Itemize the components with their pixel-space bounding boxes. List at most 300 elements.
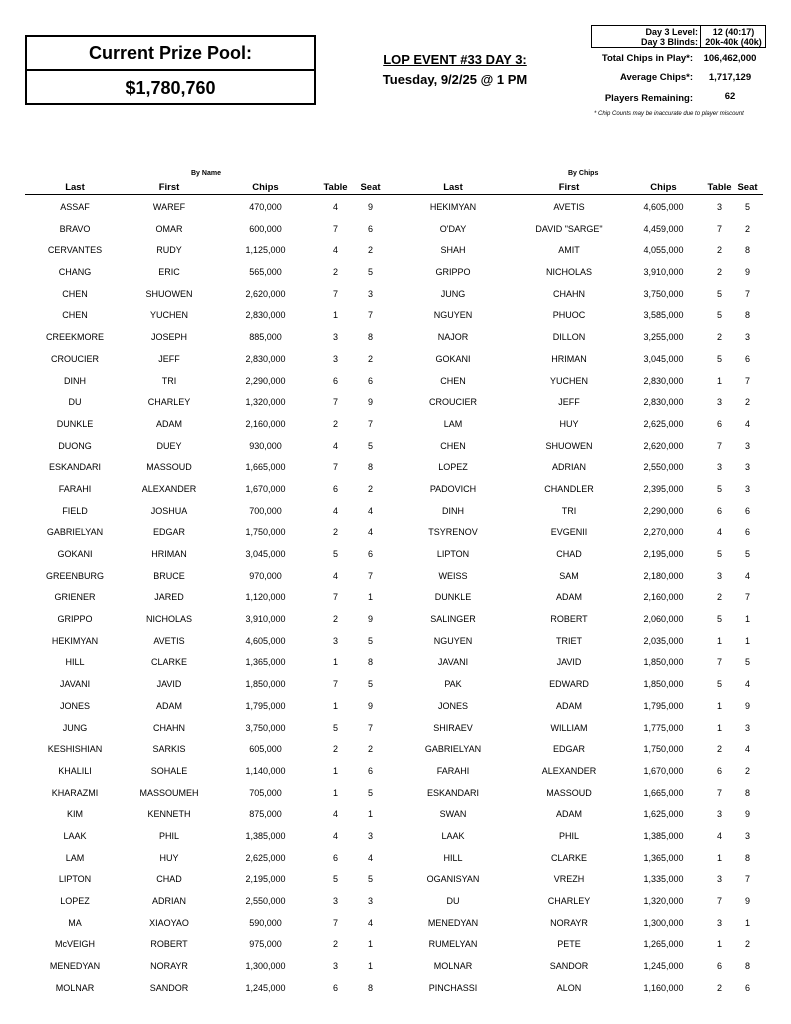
by-chips-last-name-cell: FARAHI bbox=[436, 765, 470, 776]
by-chips-table-number-cell: 5 bbox=[716, 549, 722, 559]
by-chips-table-number-cell: 1 bbox=[716, 635, 722, 646]
level-box bbox=[591, 25, 766, 48]
table-row bbox=[25, 869, 763, 891]
by-chips-first-name-cell: DILLON bbox=[552, 332, 586, 343]
by-chips-chips-cell: 1,665,000 bbox=[643, 787, 684, 798]
by-name-chips-cell: 2,625,000 bbox=[245, 852, 286, 863]
by-name-first-name-cell: ERIC bbox=[158, 267, 180, 278]
event-date: Tuesday, 9/2/25 @ 1 PM bbox=[382, 72, 528, 87]
by-chips-chips-cell: 1,670,000 bbox=[643, 765, 684, 776]
by-name-seat-number-cell: 4 bbox=[367, 852, 373, 863]
by-chips-last-name-cell: LOPEZ bbox=[438, 462, 468, 473]
by-name-chips-cell: 470,000 bbox=[249, 202, 282, 212]
header-seat: Seat bbox=[360, 182, 381, 193]
by-chips-table-number-cell: 3 bbox=[716, 917, 722, 928]
by-chips-last-name-cell: CROUCIER bbox=[428, 397, 477, 408]
by-chips-seat-number-cell: 9 bbox=[744, 700, 750, 711]
by-chips-first-name-cell: AMIT bbox=[558, 245, 580, 256]
by-name-seat-number-cell: 7 bbox=[367, 570, 373, 581]
by-name-seat-number-cell: 9 bbox=[367, 397, 373, 408]
by-name-last-name-cell: DUNKLE bbox=[56, 418, 94, 429]
by-chips-seat-number-cell: 8 bbox=[744, 245, 750, 256]
by-chips-seat-number-cell: 6 bbox=[744, 982, 750, 993]
by-name-last-name-cell: CREEKMORE bbox=[45, 332, 104, 343]
prize-pool-box bbox=[25, 35, 316, 105]
event-header bbox=[360, 50, 550, 90]
table-row bbox=[25, 761, 763, 783]
by-name-seat-number-cell: 5 bbox=[367, 635, 373, 646]
by-name-table-number-cell: 5 bbox=[332, 722, 338, 733]
by-name-last-name-cell: KHALILI bbox=[58, 765, 92, 776]
by-chips-seat-number-cell: 7 bbox=[744, 375, 750, 386]
by-name-last-name-cell: GABRIELYAN bbox=[46, 527, 104, 538]
by-chips-table-number-cell: 5 bbox=[716, 679, 722, 690]
by-chips-table-number-cell: 7 bbox=[716, 657, 722, 668]
by-chips-last-name-cell: DUNKLE bbox=[434, 592, 472, 603]
by-name-table-number-cell: 1 bbox=[332, 657, 338, 668]
by-name-first-name-cell: CLARKE bbox=[150, 657, 187, 668]
by-name-first-name-cell: SANDOR bbox=[149, 982, 189, 993]
by-name-last-name-cell: CHEN bbox=[62, 288, 88, 299]
by-name-chips-cell: 885,000 bbox=[249, 332, 282, 343]
by-name-last-name-cell: MOLNAR bbox=[55, 982, 95, 993]
by-name-first-name-cell: MASSOUMEH bbox=[139, 787, 199, 798]
table-row bbox=[25, 522, 763, 544]
header-chips: Chips bbox=[650, 182, 677, 193]
by-name-last-name-cell: DU bbox=[68, 397, 82, 408]
by-name-table-number-cell: 4 bbox=[332, 440, 338, 451]
by-name-last-name-cell: JAVANI bbox=[59, 679, 91, 690]
by-chips-chips-cell: 1,625,000 bbox=[643, 809, 684, 820]
by-chips-first-name-cell: ADAM bbox=[555, 592, 582, 603]
by-chips-table-number-cell: 6 bbox=[716, 505, 722, 516]
by-chips-table-number-cell: 1 bbox=[716, 939, 722, 950]
by-chips-chips-cell: 1,365,000 bbox=[643, 852, 684, 863]
by-name-first-name-cell: SHUOWEN bbox=[145, 288, 193, 299]
by-name-chips-cell: 1,245,000 bbox=[245, 982, 286, 993]
by-chips-table-number-cell: 2 bbox=[716, 332, 722, 343]
by-chips-first-name-cell: PHUOC bbox=[552, 310, 586, 321]
by-name-first-name-cell: DUEY bbox=[156, 440, 182, 451]
by-chips-seat-number-cell: 3 bbox=[744, 483, 750, 494]
by-name-first-name-cell: SOHALE bbox=[150, 765, 188, 776]
prize-pool-amount: $1,780,760 bbox=[125, 78, 216, 98]
by-name-chips-cell: 3,910,000 bbox=[245, 614, 286, 625]
table-row bbox=[25, 566, 763, 588]
by-name-table-number-cell: 7 bbox=[332, 223, 338, 234]
by-chips-last-name-cell: PAK bbox=[444, 679, 462, 690]
by-name-seat-number-cell: 3 bbox=[367, 288, 373, 299]
by-name-last-name-cell: CHEN bbox=[62, 310, 88, 321]
by-chips-seat-number-cell: 2 bbox=[744, 397, 750, 408]
by-name-table-number-cell: 4 bbox=[332, 202, 338, 212]
by-name-seat-number-cell: 4 bbox=[367, 527, 373, 538]
by-name-seat-number-cell: 2 bbox=[367, 245, 373, 256]
by-chips-table-number-cell: 6 bbox=[716, 961, 722, 972]
by-name-chips-cell: 2,290,000 bbox=[245, 375, 286, 386]
by-chips-seat-number-cell: 4 bbox=[744, 418, 750, 429]
by-name-first-name-cell: NORAYR bbox=[150, 961, 188, 972]
by-chips-table-number-cell: 1 bbox=[716, 375, 722, 386]
by-chips-first-name-cell: EDWARD bbox=[549, 679, 589, 690]
by-chips-table-number-cell: 7 bbox=[716, 223, 722, 234]
by-chips-seat-number-cell: 6 bbox=[744, 505, 750, 516]
by-name-seat-number-cell: 6 bbox=[367, 375, 373, 386]
by-chips-table-number-cell: 3 bbox=[716, 202, 722, 212]
by-chips-seat-number-cell: 6 bbox=[744, 527, 750, 538]
by-name-first-name-cell: ADAM bbox=[155, 700, 182, 711]
by-chips-last-name-cell: RUMELYAN bbox=[428, 939, 478, 950]
by-name-first-name-cell: TRI bbox=[161, 375, 177, 386]
by-name-last-name-cell: LOPEZ bbox=[60, 896, 90, 906]
by-chips-first-name-cell: CHARLEY bbox=[547, 896, 591, 906]
table-row bbox=[25, 197, 763, 219]
by-chips-last-name-cell: DU bbox=[446, 896, 460, 906]
by-chips-table-number-cell: 7 bbox=[716, 787, 722, 798]
by-chips-last-name-cell: WEISS bbox=[438, 570, 468, 581]
by-chips-seat-number-cell: 4 bbox=[744, 744, 750, 755]
by-name-chips-cell: 3,750,000 bbox=[245, 722, 286, 733]
by-name-last-name-cell: LAM bbox=[65, 852, 85, 863]
by-name-table-number-cell: 4 bbox=[332, 245, 338, 256]
table-row bbox=[25, 913, 763, 935]
by-chips-table-number-cell: 4 bbox=[716, 830, 722, 841]
by-name-first-name-cell: SARKIS bbox=[152, 744, 186, 755]
by-name-last-name-cell: BRAVO bbox=[59, 223, 91, 234]
by-name-last-name-cell: ESKANDARI bbox=[48, 462, 101, 473]
by-name-table-number-cell: 4 bbox=[332, 570, 338, 581]
by-chips-caption: By Chips bbox=[568, 170, 599, 177]
by-chips-first-name-cell: CLARKE bbox=[550, 852, 587, 863]
by-chips-seat-number-cell: 3 bbox=[744, 462, 750, 473]
by-chips-last-name-cell: MOLNAR bbox=[433, 961, 473, 972]
total-chips-value: 106,462,000 bbox=[703, 53, 757, 64]
by-chips-seat-number-cell: 8 bbox=[744, 310, 750, 321]
by-chips-chips-cell: 3,585,000 bbox=[643, 310, 684, 321]
by-chips-last-name-cell: ESKANDARI bbox=[426, 787, 479, 798]
by-chips-chips-cell: 2,395,000 bbox=[643, 483, 684, 494]
table-row bbox=[25, 436, 763, 458]
by-chips-table-number-cell: 2 bbox=[716, 267, 722, 278]
by-name-chips-cell: 1,385,000 bbox=[245, 830, 286, 841]
table-row bbox=[25, 978, 763, 1000]
table-row bbox=[25, 826, 763, 848]
by-chips-chips-cell: 2,060,000 bbox=[643, 614, 684, 625]
by-chips-table-number-cell: 3 bbox=[716, 462, 722, 473]
by-name-chips-cell: 1,795,000 bbox=[245, 700, 286, 711]
by-name-table-number-cell: 5 bbox=[332, 549, 338, 559]
by-name-seat-number-cell: 4 bbox=[367, 917, 373, 928]
by-name-chips-cell: 1,670,000 bbox=[245, 483, 286, 494]
by-chips-last-name-cell: NGUYEN bbox=[433, 635, 473, 646]
by-name-seat-number-cell: 9 bbox=[367, 202, 373, 212]
by-name-seat-number-cell: 1 bbox=[367, 939, 373, 950]
by-chips-last-name-cell: SWAN bbox=[439, 809, 467, 820]
by-name-chips-cell: 875,000 bbox=[249, 809, 282, 820]
by-chips-first-name-cell: ALON bbox=[556, 982, 582, 993]
by-name-table-number-cell: 4 bbox=[332, 809, 338, 820]
by-name-chips-cell: 3,045,000 bbox=[245, 549, 286, 559]
by-name-table-number-cell: 2 bbox=[332, 744, 338, 755]
by-name-table-number-cell: 2 bbox=[332, 939, 338, 950]
by-chips-first-name-cell: CHAD bbox=[556, 549, 582, 559]
by-name-chips-cell: 2,830,000 bbox=[245, 310, 286, 321]
by-chips-table-number-cell: 2 bbox=[716, 744, 722, 755]
blinds-label: Day 3 Blinds: bbox=[640, 37, 698, 47]
table-header bbox=[25, 181, 763, 195]
header-first: First bbox=[158, 182, 180, 193]
by-name-seat-number-cell: 8 bbox=[367, 462, 373, 473]
by-chips-last-name-cell: HEKIMYAN bbox=[429, 202, 477, 212]
by-name-last-name-cell: LAAK bbox=[63, 830, 87, 841]
by-chips-chips-cell: 3,750,000 bbox=[643, 288, 684, 299]
level-value: 12 (40:17) bbox=[712, 26, 755, 37]
by-chips-table-number-cell: 3 bbox=[716, 570, 722, 581]
by-chips-chips-cell: 2,270,000 bbox=[643, 527, 684, 538]
by-name-last-name-cell: ASSAF bbox=[60, 202, 90, 212]
by-chips-first-name-cell: HUY bbox=[559, 418, 579, 429]
header-seat: Seat bbox=[737, 182, 758, 193]
by-name-table-number-cell: 7 bbox=[332, 462, 338, 473]
by-name-chips-cell: 975,000 bbox=[249, 939, 282, 950]
by-name-last-name-cell: KHARAZMI bbox=[51, 787, 99, 798]
by-chips-seat-number-cell: 5 bbox=[744, 657, 750, 668]
by-name-chips-cell: 2,195,000 bbox=[245, 874, 286, 885]
table-row bbox=[25, 305, 763, 327]
by-chips-seat-number-cell: 3 bbox=[744, 332, 750, 343]
by-name-table-number-cell: 3 bbox=[332, 896, 338, 906]
by-name-last-name-cell: KIM bbox=[66, 809, 83, 820]
by-chips-chips-cell: 2,035,000 bbox=[643, 635, 684, 646]
by-name-last-name-cell: MA bbox=[68, 917, 82, 928]
by-name-seat-number-cell: 3 bbox=[367, 830, 373, 841]
by-name-seat-number-cell: 9 bbox=[367, 700, 373, 711]
by-name-seat-number-cell: 3 bbox=[367, 896, 373, 906]
by-name-last-name-cell: DINH bbox=[64, 375, 86, 386]
by-name-chips-cell: 590,000 bbox=[249, 917, 282, 928]
table-row bbox=[25, 262, 763, 284]
by-chips-last-name-cell: SALINGER bbox=[430, 614, 476, 625]
by-name-table-number-cell: 4 bbox=[332, 830, 338, 841]
by-name-last-name-cell: LIPTON bbox=[58, 874, 92, 885]
by-name-table-number-cell: 7 bbox=[332, 679, 338, 690]
by-chips-first-name-cell: NICHOLAS bbox=[545, 267, 592, 278]
by-chips-first-name-cell: HRIMAN bbox=[551, 353, 587, 364]
by-chips-chips-cell: 1,850,000 bbox=[643, 679, 684, 690]
by-name-chips-cell: 970,000 bbox=[249, 570, 282, 581]
header-first: First bbox=[558, 182, 580, 193]
by-chips-table-number-cell: 6 bbox=[716, 765, 722, 776]
by-name-chips-cell: 1,120,000 bbox=[245, 592, 286, 603]
by-chips-first-name-cell: ADAM bbox=[555, 700, 582, 711]
table-row bbox=[25, 349, 763, 371]
by-chips-first-name-cell: PHIL bbox=[558, 830, 579, 841]
by-name-table-number-cell: 1 bbox=[332, 310, 338, 321]
by-name-chips-cell: 2,160,000 bbox=[245, 418, 286, 429]
by-chips-table-number-cell: 6 bbox=[716, 418, 722, 429]
by-chips-first-name-cell: EVGENII bbox=[550, 527, 588, 538]
by-name-first-name-cell: RUDY bbox=[156, 245, 182, 256]
table-row bbox=[25, 479, 763, 501]
by-name-seat-number-cell: 7 bbox=[367, 310, 373, 321]
by-name-chips-cell: 1,665,000 bbox=[245, 462, 286, 473]
by-name-seat-number-cell: 6 bbox=[367, 223, 373, 234]
by-name-table-number-cell: 7 bbox=[332, 397, 338, 408]
by-name-first-name-cell: YUCHEN bbox=[149, 310, 188, 321]
table-row bbox=[25, 587, 763, 609]
by-name-chips-cell: 600,000 bbox=[249, 223, 282, 234]
by-chips-first-name-cell: DAVID "SARGE" bbox=[535, 223, 603, 234]
by-chips-table-number-cell: 5 bbox=[716, 614, 722, 625]
table-row bbox=[25, 696, 763, 718]
by-name-first-name-cell: HRIMAN bbox=[151, 549, 187, 559]
by-name-first-name-cell: PHIL bbox=[158, 830, 179, 841]
by-name-chips-cell: 4,605,000 bbox=[245, 635, 286, 646]
by-name-last-name-cell: MENEDYAN bbox=[49, 961, 101, 972]
table-row bbox=[25, 804, 763, 826]
by-chips-first-name-cell: VREZH bbox=[553, 874, 585, 885]
by-chips-table-number-cell: 2 bbox=[716, 592, 722, 603]
by-chips-table-number-cell: 3 bbox=[716, 809, 722, 820]
level-label: Day 3 Level: bbox=[645, 26, 698, 37]
by-chips-last-name-cell: OGANISYAN bbox=[426, 874, 480, 885]
header-last: Last bbox=[65, 182, 85, 193]
by-chips-chips-cell: 1,795,000 bbox=[643, 700, 684, 711]
by-chips-table-number-cell: 5 bbox=[716, 310, 722, 321]
by-chips-chips-cell: 1,335,000 bbox=[643, 874, 684, 885]
by-chips-first-name-cell: ADAM bbox=[555, 809, 582, 820]
by-chips-seat-number-cell: 3 bbox=[744, 722, 750, 733]
by-chips-first-name-cell: SAM bbox=[559, 570, 579, 581]
by-chips-seat-number-cell: 7 bbox=[744, 874, 750, 885]
by-chips-first-name-cell: YUCHEN bbox=[549, 375, 588, 386]
by-name-last-name-cell: GREENBURG bbox=[45, 570, 104, 581]
by-chips-table-number-cell: 1 bbox=[716, 722, 722, 733]
by-name-table-number-cell: 7 bbox=[332, 917, 338, 928]
by-name-seat-number-cell: 2 bbox=[367, 483, 373, 494]
by-name-seat-number-cell: 5 bbox=[367, 440, 373, 451]
by-chips-table-number-cell: 5 bbox=[716, 353, 722, 364]
by-name-last-name-cell: KESHISHIAN bbox=[47, 744, 103, 755]
table-row bbox=[25, 371, 763, 393]
by-chips-chips-cell: 1,850,000 bbox=[643, 657, 684, 668]
table-row bbox=[25, 718, 763, 740]
table-row bbox=[25, 783, 763, 805]
by-chips-last-name-cell: CHEN bbox=[440, 440, 466, 451]
by-chips-first-name-cell: EDGAR bbox=[552, 744, 585, 755]
by-name-table-number-cell: 3 bbox=[332, 332, 338, 343]
by-chips-seat-number-cell: 8 bbox=[744, 787, 750, 798]
by-chips-chips-cell: 2,160,000 bbox=[643, 592, 684, 603]
by-name-table-number-cell: 2 bbox=[332, 614, 338, 625]
by-name-last-name-cell: GOKANI bbox=[57, 549, 93, 559]
by-chips-seat-number-cell: 5 bbox=[744, 549, 750, 559]
players-remaining-value: 62 bbox=[724, 91, 736, 102]
by-name-chips-cell: 1,320,000 bbox=[245, 397, 286, 408]
by-name-seat-number-cell: 4 bbox=[367, 505, 373, 516]
by-chips-last-name-cell: LAM bbox=[443, 418, 463, 429]
by-chips-chips-cell: 2,180,000 bbox=[643, 570, 684, 581]
by-chips-chips-cell: 2,550,000 bbox=[643, 462, 684, 473]
by-name-seat-number-cell: 6 bbox=[367, 765, 373, 776]
by-name-seat-number-cell: 1 bbox=[367, 592, 373, 603]
by-chips-chips-cell: 3,255,000 bbox=[643, 332, 684, 343]
by-chips-seat-number-cell: 4 bbox=[744, 679, 750, 690]
by-chips-seat-number-cell: 5 bbox=[744, 202, 750, 212]
by-chips-last-name-cell: JAVANI bbox=[437, 657, 469, 668]
by-chips-last-name-cell: LAAK bbox=[441, 830, 465, 841]
by-name-chips-cell: 565,000 bbox=[249, 267, 282, 278]
by-chips-seat-number-cell: 3 bbox=[744, 830, 750, 841]
total-chips-label: Total Chips in Play*: bbox=[601, 53, 693, 64]
by-name-first-name-cell: HUY bbox=[159, 852, 179, 863]
by-chips-first-name-cell: PETE bbox=[557, 939, 581, 950]
by-chips-chips-cell: 1,385,000 bbox=[643, 830, 684, 841]
by-chips-chips-cell: 4,605,000 bbox=[643, 202, 684, 212]
by-name-table-number-cell: 5 bbox=[332, 874, 338, 885]
table-row bbox=[25, 631, 763, 653]
by-name-seat-number-cell: 5 bbox=[367, 787, 373, 798]
average-chips-value: 1,717,129 bbox=[708, 72, 752, 83]
by-name-table-number-cell: 2 bbox=[332, 418, 338, 429]
by-chips-first-name-cell: TRIET bbox=[556, 635, 582, 646]
by-chips-first-name-cell: CHANDLER bbox=[544, 483, 594, 494]
player-table bbox=[25, 197, 763, 999]
header-table: Table bbox=[323, 182, 348, 193]
by-chips-first-name-cell: AVETIS bbox=[553, 202, 585, 212]
by-name-last-name-cell: CERVANTES bbox=[47, 245, 103, 256]
table-row bbox=[25, 544, 763, 566]
by-name-first-name-cell: JOSEPH bbox=[150, 332, 187, 343]
by-name-first-name-cell: JAVID bbox=[156, 679, 182, 690]
by-chips-chips-cell: 1,750,000 bbox=[643, 744, 684, 755]
by-name-first-name-cell: AVETIS bbox=[153, 635, 185, 646]
header-last: Last bbox=[443, 182, 463, 193]
by-chips-last-name-cell: HILL bbox=[443, 852, 463, 863]
by-chips-seat-number-cell: 2 bbox=[744, 939, 750, 950]
table-row bbox=[25, 501, 763, 523]
by-chips-seat-number-cell: 6 bbox=[744, 353, 750, 364]
by-chips-first-name-cell: MASSOUD bbox=[546, 787, 592, 798]
table-row bbox=[25, 457, 763, 479]
by-chips-chips-cell: 1,775,000 bbox=[643, 722, 684, 733]
by-chips-chips-cell: 2,625,000 bbox=[643, 418, 684, 429]
by-name-seat-number-cell: 7 bbox=[367, 722, 373, 733]
by-chips-first-name-cell: JAVID bbox=[556, 657, 582, 668]
blinds-value: 20k-40k (40k) bbox=[705, 37, 762, 47]
players-remaining-label: Players Remaining: bbox=[604, 93, 693, 104]
by-chips-last-name-cell: SHAH bbox=[440, 245, 466, 256]
by-name-last-name-cell: McVEIGH bbox=[54, 939, 95, 950]
by-chips-table-number-cell: 1 bbox=[716, 852, 722, 863]
by-name-table-number-cell: 3 bbox=[332, 961, 338, 972]
by-name-first-name-cell: WAREF bbox=[152, 202, 186, 212]
by-chips-last-name-cell: DINH bbox=[442, 505, 464, 516]
by-name-last-name-cell: CROUCIER bbox=[50, 353, 99, 364]
by-name-table-number-cell: 6 bbox=[332, 852, 338, 863]
by-chips-last-name-cell: PINCHASSI bbox=[428, 982, 478, 993]
table-row bbox=[25, 414, 763, 436]
by-chips-first-name-cell: TRI bbox=[561, 505, 577, 516]
by-chips-last-name-cell: MENEDYAN bbox=[427, 917, 479, 928]
by-name-last-name-cell: CHANG bbox=[58, 267, 92, 278]
by-chips-seat-number-cell: 9 bbox=[744, 896, 750, 906]
by-chips-chips-cell: 4,055,000 bbox=[643, 245, 684, 256]
by-name-first-name-cell: CHAHN bbox=[152, 722, 185, 733]
by-chips-last-name-cell: NAJOR bbox=[437, 332, 469, 343]
table-row bbox=[25, 848, 763, 870]
by-name-first-name-cell: NICHOLAS bbox=[145, 614, 192, 625]
